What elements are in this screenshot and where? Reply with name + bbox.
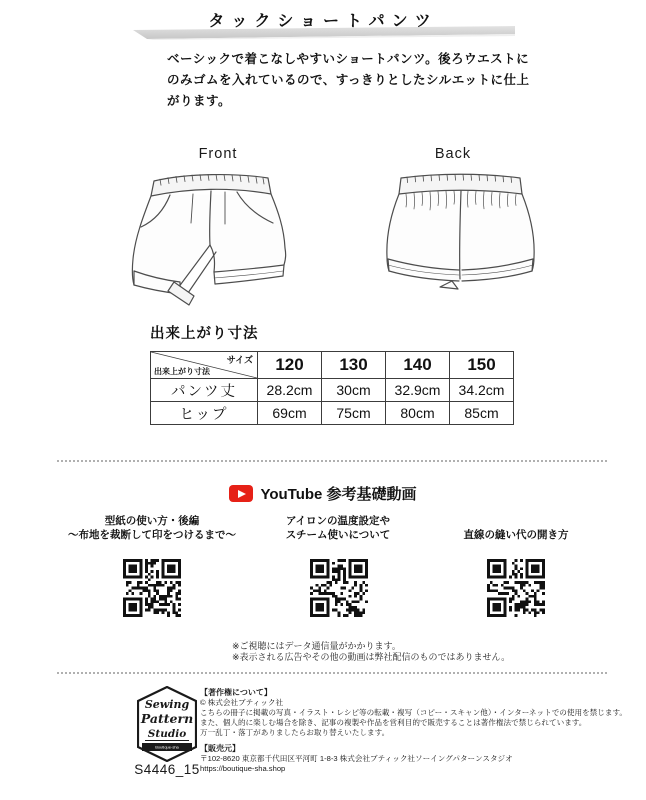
copyright-line: © 株式会社ブティック社: [200, 698, 284, 707]
qr-code-3: [487, 559, 545, 617]
logo-word-sewing: Sewing: [144, 698, 190, 711]
front-view-label: Front: [198, 146, 238, 162]
value-cell: 30cm: [322, 379, 386, 402]
seller-address: 〒102-8620 東京都千代田区平河町 1-8-3 株式会社ブティック社ソーイングパターンスタジオ: [200, 754, 513, 763]
qr-code-1: [123, 559, 181, 617]
value-cell: 75cm: [322, 402, 386, 425]
caption-line: ～布地を裁断して印をつけるまで～: [68, 529, 236, 541]
value-cell: 28.2cm: [258, 379, 322, 402]
table-row-hip: [151, 402, 514, 425]
description-line: ベーシックで着こなしやすいショートパンツ。後ろウエストに: [167, 52, 530, 66]
youtube-section-heading: [0, 483, 646, 504]
caption-line: 直線の縫い代の開き方: [463, 529, 569, 541]
corner-label-size: サイズ: [226, 355, 253, 365]
value-cell: 69cm: [258, 402, 322, 425]
logo-word-studio: Studio: [147, 728, 187, 740]
logo-word-pattern: Pattern: [140, 711, 194, 726]
note-line: ※ご視聴にはデータ通信量がかかります。: [232, 641, 401, 651]
back-view-label: Back: [434, 146, 472, 162]
measurements-table: [150, 351, 514, 425]
front-shorts-drawing: [116, 166, 300, 308]
seller-url: https://boutique-sha.shop: [200, 764, 286, 773]
description-line: のみゴムを入れているので、すっきりとしたシルエットに仕上: [167, 73, 530, 87]
youtube-play-icon: [229, 485, 253, 502]
note-line: ※表示される広告やその他の動画は弊社配信のものではありません。: [232, 651, 511, 662]
caption-line: アイロンの温度設定や: [285, 515, 391, 527]
item-code: S4446_15: [134, 762, 200, 777]
value-cell: 85cm: [450, 402, 514, 425]
corner-label-dimensions: 出来上がり寸法: [154, 367, 210, 376]
youtube-notes: [232, 641, 510, 662]
copyright-heading: 【著作権について】: [200, 688, 272, 697]
description-line: がります。: [167, 94, 232, 108]
copyright-line: 万一乱丁・落丁がありましたらお取り替えいたします。: [200, 728, 390, 737]
size-header-140: 140: [386, 352, 450, 379]
size-header-130: 130: [322, 352, 386, 379]
caption-line: スチーム使いについて: [285, 529, 391, 541]
seller-heading: 【販売元】: [200, 744, 240, 753]
logo-banner-text: Boutique-sha: [155, 744, 179, 750]
caption-line: 型紙の使い方・後編: [104, 515, 200, 527]
dotted-divider: [57, 672, 607, 674]
row-label-pants-length: パンツ丈: [151, 379, 258, 402]
product-description: [167, 49, 529, 112]
qr-code-2: [310, 559, 368, 617]
video-caption-2: [243, 510, 433, 542]
value-cell: 32.9cm: [386, 379, 450, 402]
measurements-heading: 出来上がり寸法: [150, 326, 259, 342]
back-shorts-drawing: [382, 170, 540, 294]
value-cell: 34.2cm: [450, 379, 514, 402]
legal-block: [200, 688, 642, 774]
size-header-150: 150: [450, 352, 514, 379]
row-label-hip: ヒップ: [151, 402, 258, 425]
table-corner-cell: [151, 352, 258, 379]
video-caption-1: [57, 510, 247, 542]
value-cell: 80cm: [386, 402, 450, 425]
size-header-120: 120: [258, 352, 322, 379]
sewing-pattern-studio-logo: [137, 686, 197, 762]
video-caption-3: [421, 510, 611, 542]
copyright-line: また、個人的に楽しむ場合を除き、記事の複製や作品を営利目的で販売することは著作権法で禁じられています。: [200, 718, 587, 727]
table-row-pants-length: [151, 379, 514, 402]
copyright-line: こちらの冊子に掲載の写真・イラスト・レシピ等の転載・複写（コピー・スキャン他）・インターネットでの使用を禁じます。: [200, 708, 628, 717]
dotted-divider: [57, 460, 607, 462]
youtube-heading-text: YouTube 参考基礎動画: [260, 486, 417, 503]
page-title: タックショートパンツ: [208, 13, 438, 30]
